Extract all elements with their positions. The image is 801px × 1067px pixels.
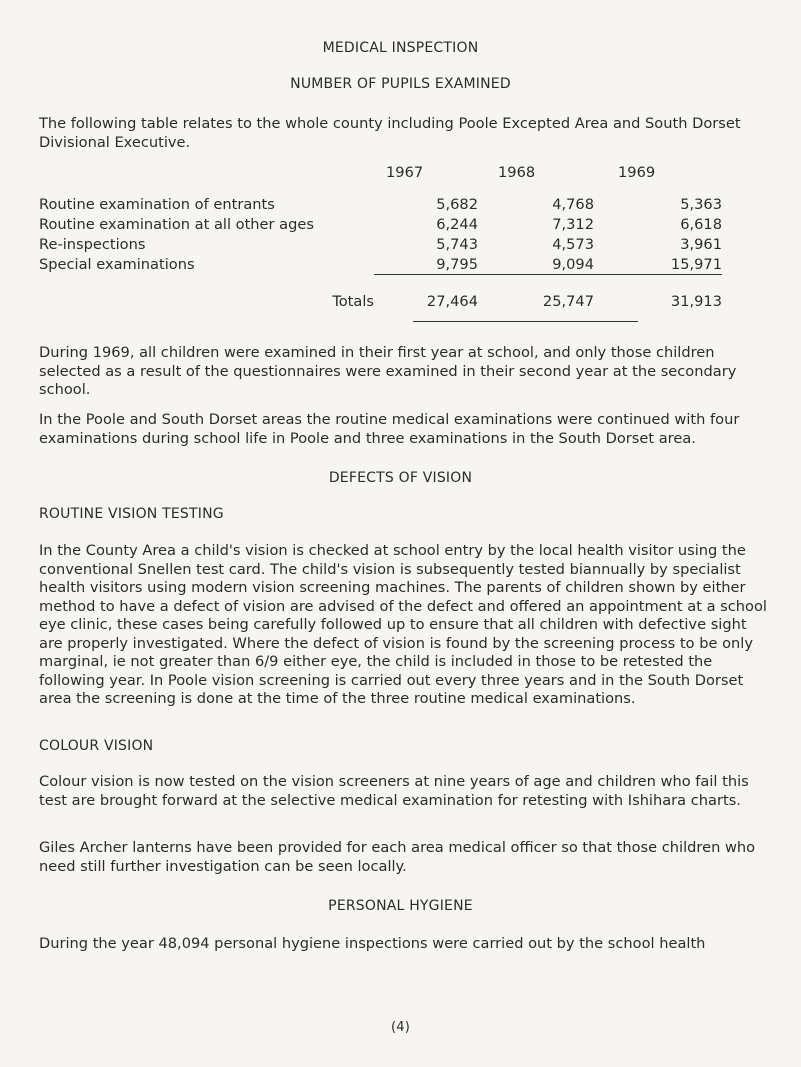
table-header-row	[39, 164, 722, 194]
paragraph-colour-vision: Colour vision is now tested on the vision screeners at nine years of age and children who fail this test are brought forward at the selective medical examination for retesting with Ishihara charts.	[39, 773, 749, 809]
table-row	[39, 194, 722, 214]
table-cell: 7,312	[552, 215, 594, 233]
table-cell: 5,682	[436, 195, 478, 213]
paragraph-examinations-1969: During 1969, all children were examined in their first year at school, and only those children selected as a result of the questionnaires were examined in their second year at the secondary school.	[39, 344, 737, 398]
table-cell: 9,094	[478, 254, 594, 275]
table-cell: 15,971	[594, 254, 722, 275]
table-cell: 5,743	[436, 235, 478, 253]
row-label: Routine examination of entrants	[39, 195, 275, 213]
table-cell: 6,618	[680, 215, 722, 233]
table-row	[39, 254, 722, 275]
table-row	[39, 234, 722, 254]
table-row	[39, 214, 722, 234]
intro-paragraph: The following table relates to the whole county including Poole Excepted Area and South Dorset Divisional Executive.	[39, 115, 741, 151]
table-cell: 4,768	[552, 195, 594, 213]
page-subtitle: NUMBER OF PUPILS EXAMINED	[290, 76, 511, 92]
totals-row	[39, 289, 722, 313]
column-header: 1969	[618, 164, 656, 181]
total-cell: 31,913	[670, 292, 722, 310]
totals-label: Totals	[332, 292, 374, 310]
section-heading-personal-hygiene: PERSONAL HYGIENE	[328, 898, 473, 914]
table-cell: 6,244	[436, 215, 478, 233]
paragraph-personal-hygiene: During the year 48,094 personal hygiene inspections were carried out by the school health	[39, 935, 706, 952]
table-cell: 4,573	[552, 235, 594, 253]
total-cell: 27,464	[426, 292, 478, 310]
subheading-colour-vision: COLOUR VISION	[39, 738, 154, 754]
column-header: 1968	[498, 164, 536, 181]
row-label: Re-inspections	[39, 235, 146, 253]
section-heading-defects-of-vision: DEFECTS OF VISION	[328, 470, 473, 486]
table-cell: 5,363	[680, 195, 722, 213]
row-label: Special examinations	[39, 255, 195, 273]
paragraph-poole-south-dorset: In the Poole and South Dorset areas the routine medical examinations were continued with four examinations during school life in Poole and three examinations in the South Dorset area.	[39, 411, 740, 447]
pupils-examined-table	[39, 164, 722, 313]
subheading-routine-vision-testing: ROUTINE VISION TESTING	[39, 506, 224, 522]
page-title: MEDICAL INSPECTION	[322, 40, 479, 56]
column-header: 1967	[386, 164, 424, 181]
total-cell: 25,747	[542, 292, 594, 310]
paragraph-routine-vision-testing: In the County Area a child's vision is checked at school entry by the local health visitor using the conventional Snellen test card. The child's vision is subsequently tested biannually by specialist health visitors using modern vision screening machines. The parents of children shown by either method to have a defect of vision are advised of the defect and offered an appointment at a school eye clinic, these cases being carefully followed up to ensure that all children with defective sight are properly investigated. Where the defect of vision is found by the screening process to be only marginal, ie not greater than 6/9 either eye, the child is included in those to be retested the following year. In Poole vision screening is carried out every three years and in the South Dorset area the screening is done at the time of the three routine medical examinations.	[39, 542, 767, 707]
totals-underline	[413, 321, 638, 322]
row-label: Routine examination at all other ages	[39, 215, 314, 233]
table-cell: 9,795	[374, 254, 478, 275]
page-number: (4)	[390, 1020, 410, 1035]
table-cell: 3,961	[680, 235, 722, 253]
paragraph-giles-archer: Giles Archer lanterns have been provided for each area medical officer so that those children who need still further investigation can be seen locally.	[39, 839, 756, 875]
